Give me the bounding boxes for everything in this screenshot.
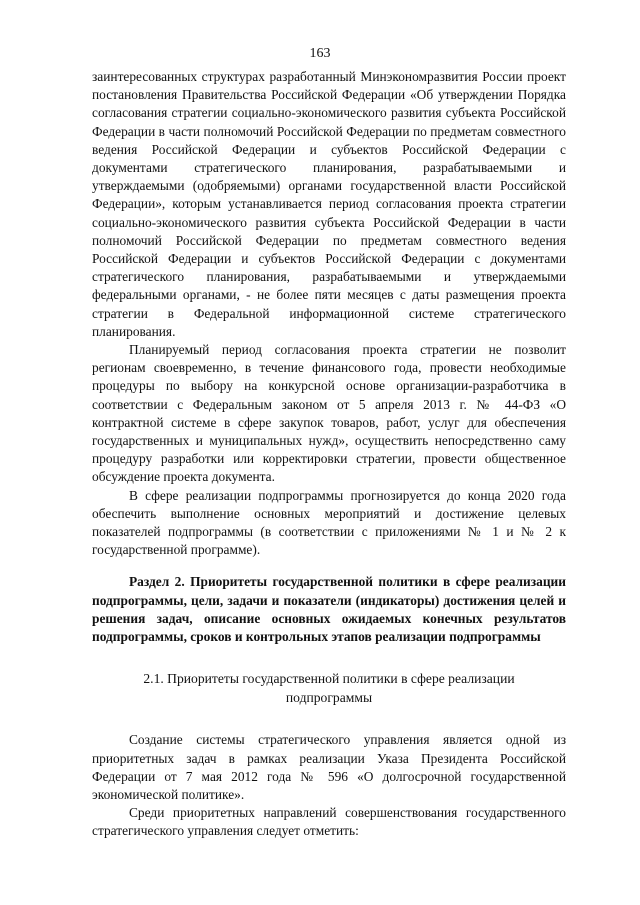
page-number: 163	[309, 46, 331, 61]
document-body	[92, 68, 566, 841]
section-heading: Раздел 2. Приоритеты государственной политики в сфере реализации подпрограммы, цели, задачи и показатели (индикаторы) достижения целей и решения задач, описание основных ожидаемых конечных результатов подпрограммы, сроков и контрольных этапов реализации подпрограммы	[92, 574, 566, 645]
subsection-heading: 2.1. Приоритеты государственной политики в сфере реализации подпрограммы	[143, 671, 515, 705]
paragraph-priority-directions: Среди приоритетных направлений совершенствования государственного стратегического управления следует отметить:	[92, 805, 566, 839]
paragraph-forecast: В сфере реализации подпрограммы прогнозируется до конца 2020 года обеспечить выполнение основных мероприятий и достижение целевых показателей подпрограммы (в соответствии с приложениями № 1 и № 2 к государственной программе).	[92, 487, 566, 558]
paragraph-approval-period: Планируемый период согласования проекта стратегии не позволит регионам своевременно, в течение финансового года, провести необходимые процедуры по выбору на конкурсной основе организации-разработчика в соответствии с Федеральным законом от 5 апреля 2013 г. № 44-ФЗ «О контрактной системе в сфере закупок товаров, работ, услуг для обеспечения государственных и муниципальных нужд», осуществить непосредственно саму процедуру разработки или корректировки стратегии, провести общественное обсуждение проекта документа.	[92, 342, 566, 485]
paragraph-strategic-management: Создание системы стратегического управления является одной из приоритетных задач в рамках реализации Указа Президента Российской Федерации от 7 мая 2012 года № 596 «О долгосрочной государственной экономической политике».	[92, 732, 566, 802]
paragraph-continuation: заинтересованных структурах разработанный Минэкономразвития России проект постановления Правительства Российской Федерации «Об утверждении Порядка согласования стратегии социально-экономического развития субъекта Российской Федерации в части полномочий Российской Федерации по предметам совместного ведения Российской Федерации и субъектов Российской Федерации с документами стратегического планирования, разрабатываемыми и утверждаемыми (одобряемыми) органами государственной власти Российской Федерации», которым устанавливается период согласования проекта стратегии социально-экономического развития субъекта Российской Федерации в части полномочий Российской Федерации по предметам совместного ведения Российской Федерации и субъектов Российской Федерации с документами стратегического планирования, разрабатываемыми и утверждаемыми федеральными органами, - не более пяти месяцев с даты размещения проекта стратегии в Федеральной информационной системе стратегического планирования.	[92, 69, 566, 339]
